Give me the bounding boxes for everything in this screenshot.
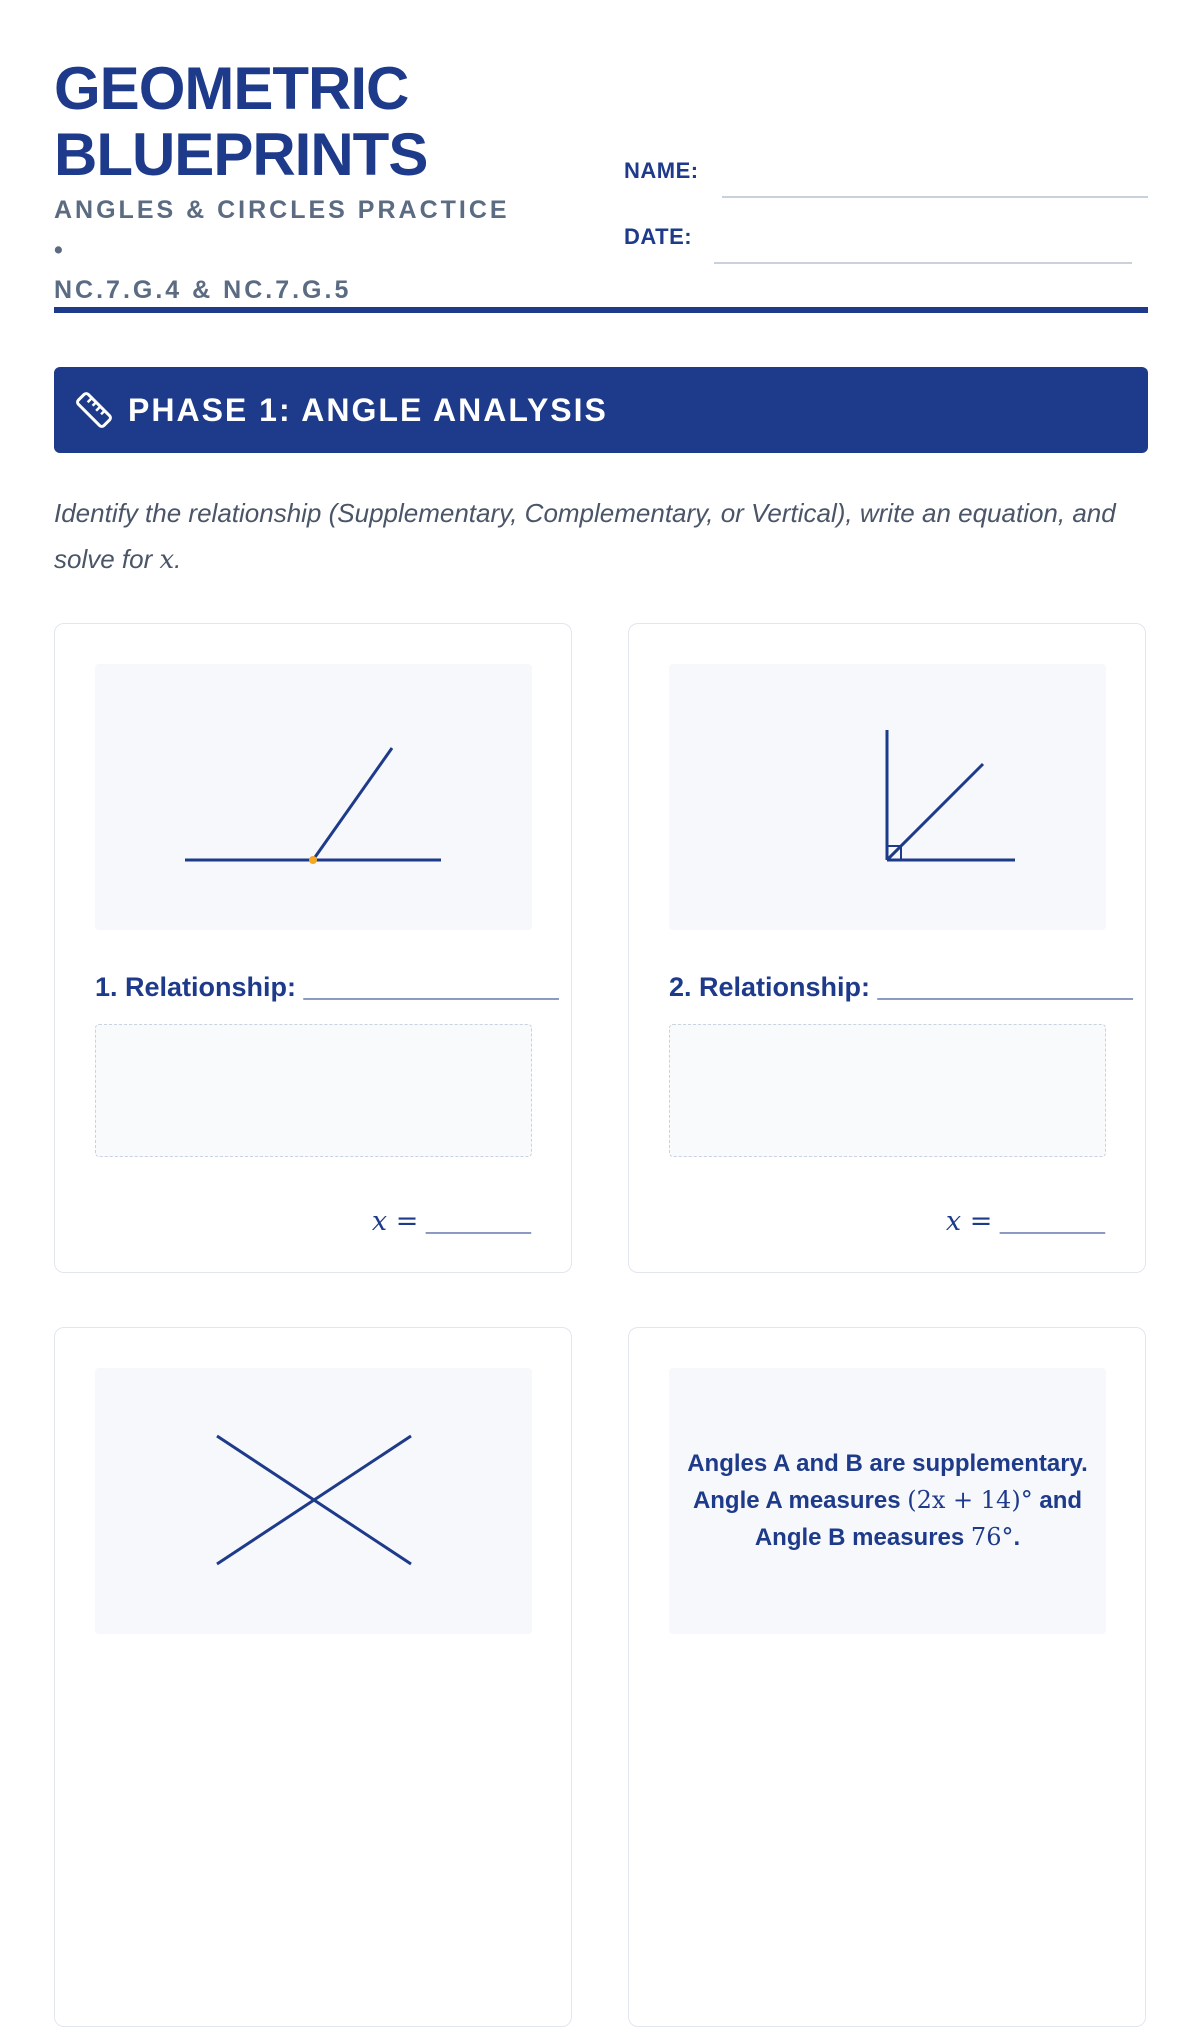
subtitle-line-1: ANGLES & CIRCLES PRACTICE • [54, 196, 510, 264]
worksheet-subtitle [54, 190, 524, 310]
ruler-icon [74, 390, 114, 430]
problem-card-1 [54, 623, 572, 1273]
date-label: DATE: [624, 224, 693, 249]
word-problem [669, 1368, 1106, 1634]
angle-a-expression: (2x + 14)° [907, 1486, 1033, 1514]
complementary-angles-figure [669, 664, 1106, 930]
title-line-1: GEOMETRIC [54, 55, 409, 122]
problem-2-answer [946, 1206, 1105, 1237]
word-problem-text [687, 1446, 1088, 1556]
instructions-end: . [174, 544, 182, 574]
name-field[interactable] [722, 196, 1148, 198]
answer-blank[interactable]: _______ [999, 1206, 1105, 1236]
instructions-variable: x [159, 545, 175, 575]
vertical-angles-figure [95, 1368, 532, 1634]
instructions-text: Identify the relationship (Supplementary, Complementary, or Vertical), write an equation, and solve for [54, 498, 1116, 574]
vertex-dot [309, 856, 317, 864]
answer-equation: x = [945, 1206, 993, 1237]
word-problem-line-2-end: and [1032, 1487, 1083, 1514]
problem-2-work-area[interactable] [669, 1024, 1106, 1157]
phase-1-instructions [54, 490, 1154, 583]
phase-1-banner [54, 367, 1148, 453]
name-label: NAME: [624, 158, 699, 183]
problem-2-relationship-label: 2. Relationship: _________________ [669, 972, 1133, 1002]
problem-2-diagram [669, 664, 1106, 930]
word-problem-line-1: Angles A and B are supplementary. [687, 1450, 1088, 1477]
answer-blank[interactable]: _______ [425, 1206, 531, 1236]
problem-1-answer [372, 1206, 531, 1237]
header-divider [54, 307, 1148, 313]
problem-card-2 [628, 623, 1146, 1273]
phase-1-title: PHASE 1: ANGLE ANALYSIS [128, 391, 608, 428]
problem-1-diagram [95, 664, 532, 930]
title-line-2: BLUEPRINTS [54, 121, 428, 188]
angle-ray [313, 748, 392, 860]
word-problem-line-3-end: . [1013, 1524, 1021, 1551]
subtitle-line-2: NC.7.G.4 & NC.7.G.5 [54, 276, 352, 304]
angle-b-measure: 76° [970, 1523, 1014, 1551]
problem-4-diagram [669, 1368, 1106, 1634]
problem-1-work-area[interactable] [95, 1024, 532, 1157]
worksheet-header [54, 55, 1148, 304]
problem-card-4 [628, 1327, 1146, 2027]
date-field[interactable] [714, 262, 1132, 264]
problem-card-3 [54, 1327, 572, 2027]
answer-equation: x = [371, 1206, 419, 1237]
word-problem-line-3-start: Angle B measures [754, 1524, 971, 1551]
worksheet-title [54, 56, 1148, 188]
supplementary-angles-figure [95, 664, 532, 930]
problem-1-relationship-label: 1. Relationship: _________________ [95, 972, 559, 1002]
problem-3-diagram [95, 1368, 532, 1634]
word-problem-line-2-start: Angle A measures [692, 1487, 908, 1514]
